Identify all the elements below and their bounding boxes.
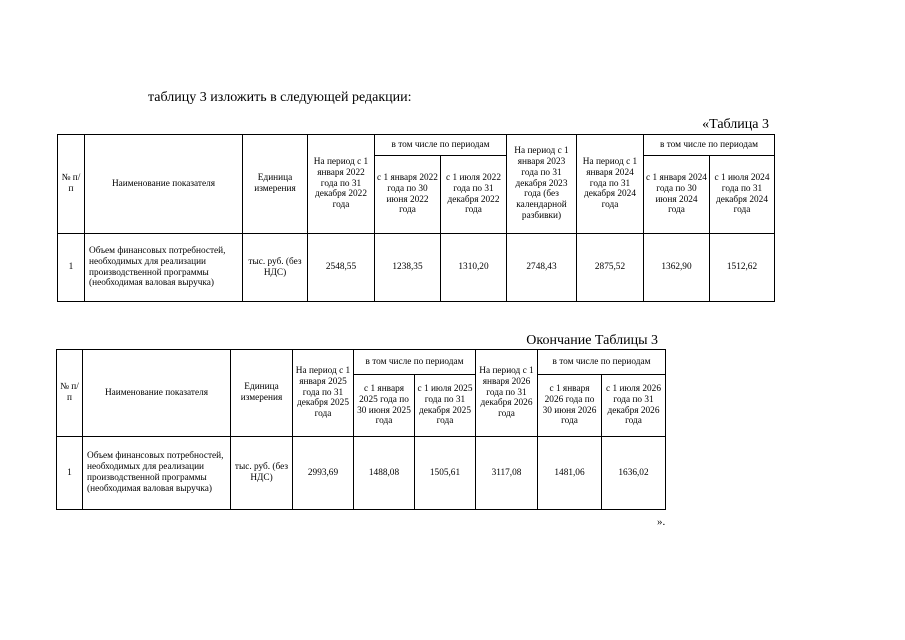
header-group-2026: в том числе по периодам	[538, 350, 666, 375]
header-period-2025: На период с 1 января 2025 года по 31 декабря 2025 года	[293, 350, 354, 437]
intro-text: таблицу 3 изложить в следующей редакции:	[148, 90, 412, 105]
cell-value-h1-2026: 1481,06	[538, 437, 602, 510]
header-h2-2026: с 1 июля 2026 года по 31 декабря 2026 года	[602, 375, 666, 437]
header-h2-2024: с 1 июля 2024 года по 31 декабря 2024 года	[710, 156, 775, 234]
closing-mark: ».	[657, 516, 666, 528]
cell-value-2022: 2548,55	[308, 234, 375, 302]
cell-value-2025: 2993,69	[293, 437, 354, 510]
cell-value-h2-2025: 1505,61	[415, 437, 476, 510]
cell-value-h2-2022: 1310,20	[441, 234, 507, 302]
cell-value-h1-2024: 1362,90	[644, 234, 710, 302]
cell-value-h1-2022: 1238,35	[375, 234, 441, 302]
header-group-2024: в том числе по периодам	[644, 135, 775, 156]
table2-caption: Окончание Таблицы 3	[526, 333, 658, 348]
cell-value-h2-2024: 1512,62	[710, 234, 775, 302]
header-period-2022: На период с 1 января 2022 года по 31 декабря 2022 года	[308, 135, 375, 234]
header-period-2023: На период с 1 января 2023 года по 31 декабря 2023 года (без календарной разбивки)	[507, 135, 577, 234]
cell-value-2023: 2748,43	[507, 234, 577, 302]
header-h1-2025: с 1 января 2025 года по 30 июня 2025 года	[354, 375, 415, 437]
header-period-2024: На период с 1 января 2024 года по 31 декабря 2024 года	[577, 135, 644, 234]
header-name: Наименование показателя	[83, 350, 231, 437]
cell-unit: тыс. руб. (без НДС)	[231, 437, 293, 510]
header-unit: Единица измерения	[243, 135, 308, 234]
cell-value-2024: 2875,52	[577, 234, 644, 302]
header-unit: Единица измерения	[231, 350, 293, 437]
table1-header-row-1	[58, 135, 775, 156]
header-group-2022: в том числе по периодам	[375, 135, 507, 156]
header-h2-2022: с 1 июля 2022 года по 31 декабря 2022 года	[441, 156, 507, 234]
cell-num: 1	[57, 437, 83, 510]
header-num: № п/п	[57, 350, 83, 437]
cell-value-h1-2025: 1488,08	[354, 437, 415, 510]
header-h1-2024: с 1 января 2024 года по 30 июня 2024 года	[644, 156, 710, 234]
header-group-2025: в том числе по периодам	[354, 350, 476, 375]
header-period-2026: На период с 1 января 2026 года по 31 декабря 2026 года	[476, 350, 538, 437]
cell-name: Объем финансовых потребностей, необходимых для реализации производственной программы (необходимая валовая выручка)	[85, 234, 243, 302]
cell-name: Объем финансовых потребностей, необходимых для реализации производственной программы (необходимая валовая выручка)	[83, 437, 231, 510]
table-row	[57, 437, 666, 510]
table2-header-row-1	[57, 350, 666, 375]
header-h1-2022: с 1 января 2022 года по 30 июня 2022 года	[375, 156, 441, 234]
cell-num: 1	[58, 234, 85, 302]
table2	[56, 349, 666, 510]
cell-value-2026: 3117,08	[476, 437, 538, 510]
header-h2-2025: с 1 июля 2025 года по 31 декабря 2025 года	[415, 375, 476, 437]
header-name: Наименование показателя	[85, 135, 243, 234]
header-num: № п/п	[58, 135, 85, 234]
table1-caption: «Таблица 3	[702, 117, 769, 132]
table1	[57, 134, 775, 302]
cell-value-h2-2026: 1636,02	[602, 437, 666, 510]
table-row	[58, 234, 775, 302]
cell-unit: тыс. руб. (без НДС)	[243, 234, 308, 302]
header-h1-2026: с 1 января 2026 года по 30 июня 2026 года	[538, 375, 602, 437]
